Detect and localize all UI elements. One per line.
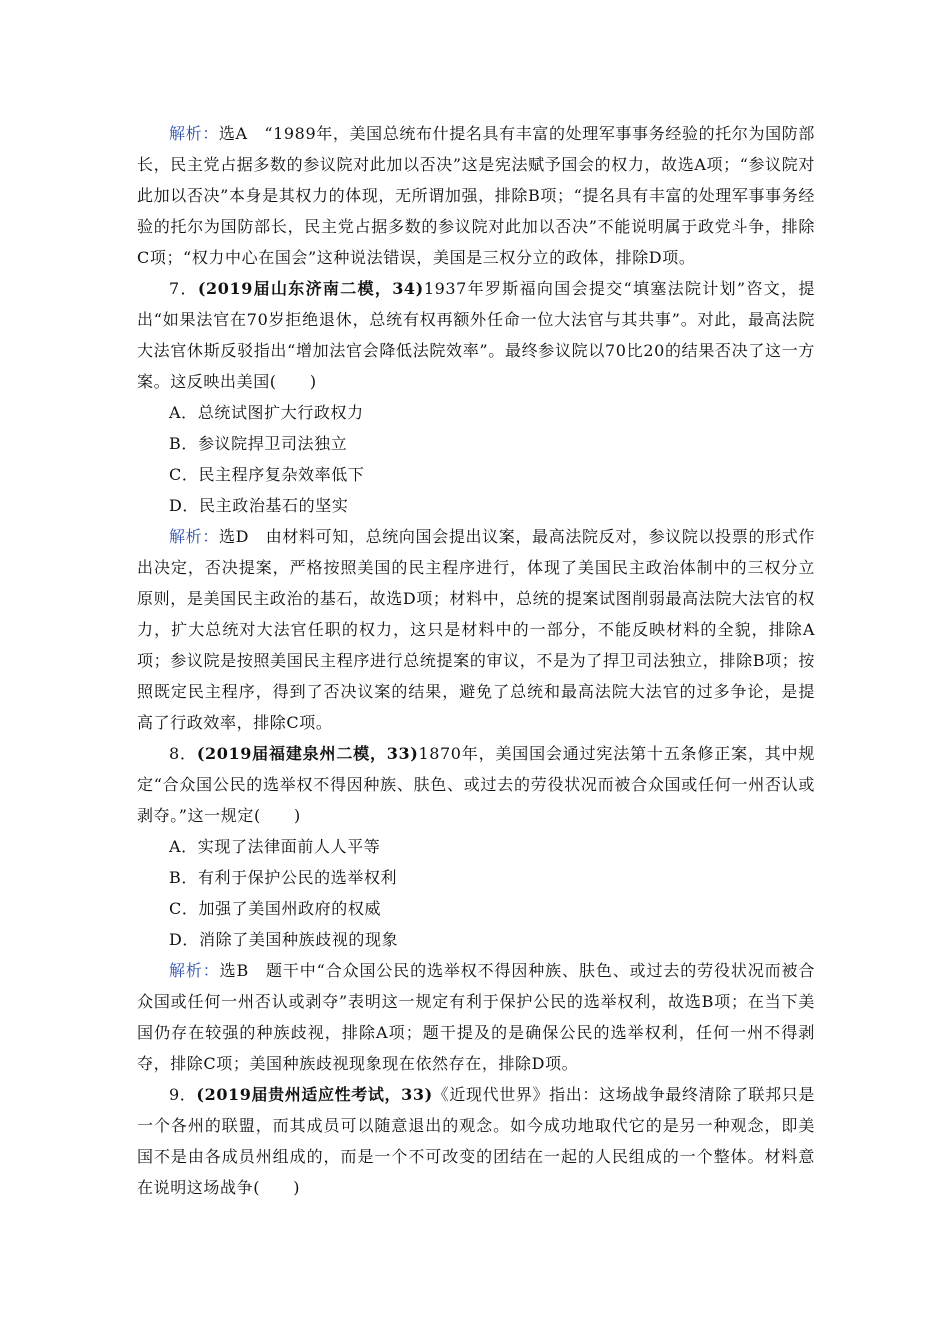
question-7-option-b: B．参议院捍卫司法独立: [169, 434, 348, 453]
analysis-label: 解析：: [169, 527, 219, 546]
analysis-text: 选B 题干中“合众国公民的选举权不得因种族、肤色、或过去的劳役状况而被合众国或任何一州否认或剥夺”表明这一规定有利于保护公民的选举权利，故选B项；在当下美国仍存在较强的种族歧视，排除A项；题干提及的是确保公民的选举权利，任何一州不得剥夺，排除C项；美国种族歧视现象现在依然存在，排除D项。: [137, 961, 815, 1073]
question-7-stem: [137, 273, 815, 397]
question-source: (2019届山东济南二模，34): [197, 279, 424, 298]
analysis-text: 选A “1989年，美国总统布什提名具有丰富的处理军事事务经验的托尔为国防部长，民主党占据多数的参议院对此加以否决”这是宪法赋予国会的权力，故选A项；“参议院对此加以否决”本身是其权力的体现，无所谓加强，排除B项；“提名具有丰富的处理军事事务经验的托尔为国防部长，民主党占据多数的参议院对此加以否决”不能说明属于政党斗争，排除C项；“权力中心在国会”这种说法错误，美国是三权分立的政体，排除D项。: [137, 124, 815, 267]
question-8-option-a: A．实现了法律面前人人平等: [169, 837, 381, 856]
question-number: 8．: [169, 744, 197, 763]
question-number: 9．: [169, 1085, 197, 1104]
question-7-option-a: A．总统试图扩大行政权力: [169, 403, 364, 422]
question-8-option-b: B．有利于保护公民的选举权利: [169, 868, 398, 887]
analysis-paragraph-7: [137, 521, 815, 738]
question-text: 《近现代世界》指出：这场战争最终清除了联邦只是一个各州的联盟，而其成员可以随意退出的观念。如今成功地取代它的是另一种观念，即美国不是由各成员州组成的，而是一个不可改变的团结在一起的人民组成的一个整体。材料意在说明这场战争( ): [137, 1085, 815, 1197]
analysis-paragraph-6: [137, 118, 815, 273]
analysis-paragraph-8: [137, 955, 815, 1079]
question-8-option-c: C．加强了美国州政府的权威: [169, 899, 382, 918]
analysis-label: 解析：: [169, 124, 219, 143]
analysis-text: 选D 由材料可知，总统向国会提出议案，最高法院反对，参议院以投票的形式作出决定，否决提案，严格按照美国的民主程序进行，体现了美国民主政治体制中的三权分立原则，是美国民主政治的基石，故选D项；材料中，总统的提案试图削弱最高法院大法官的权力，扩大总统对大法官任职的权力，这只是材料中的一部分，不能反映材料的全貌，排除A项；参议院是按照美国民主程序进行总统提案的审议，不是为了捍卫司法独立，排除B项；按照既定民主程序，得到了否决议案的结果，避免了总统和最高法院大法官的过多争论，是提高了行政效率，排除C项。: [137, 527, 815, 732]
question-7-option-d: D．民主政治基石的坚实: [169, 496, 349, 515]
question-source: (2019届贵州适应性考试，33): [196, 1085, 433, 1104]
question-text: 1870年，美国国会通过宪法第十五条修正案，其中规定“合众国公民的选举权不得因种族、肤色、或过去的劳役状况而被合众国或任何一州否认或剥夺。”这一规定( ): [137, 744, 815, 825]
question-number: 7．: [169, 279, 198, 298]
question-7-option-c: C．民主程序复杂效率低下: [169, 465, 365, 484]
question-8-option-d: D．消除了美国种族歧视的现象: [169, 930, 399, 949]
analysis-label: 解析：: [169, 961, 220, 980]
question-text: 1937年罗斯福向国会提交“填塞法院计划”咨文，提出“如果法官在70岁拒绝退休，总统有权再额外任命一位大法官与其共事”。对此，最高法院大法官休斯反驳指出“增加法官会降低法院效率”。最终参议院以70比20的结果否决了这一方案。这反映出美国( ): [137, 279, 815, 391]
question-8-stem: [137, 738, 815, 831]
document-page: [137, 118, 815, 1203]
question-source: (2019届福建泉州二模，33): [196, 744, 419, 763]
question-9-stem: [137, 1079, 815, 1203]
